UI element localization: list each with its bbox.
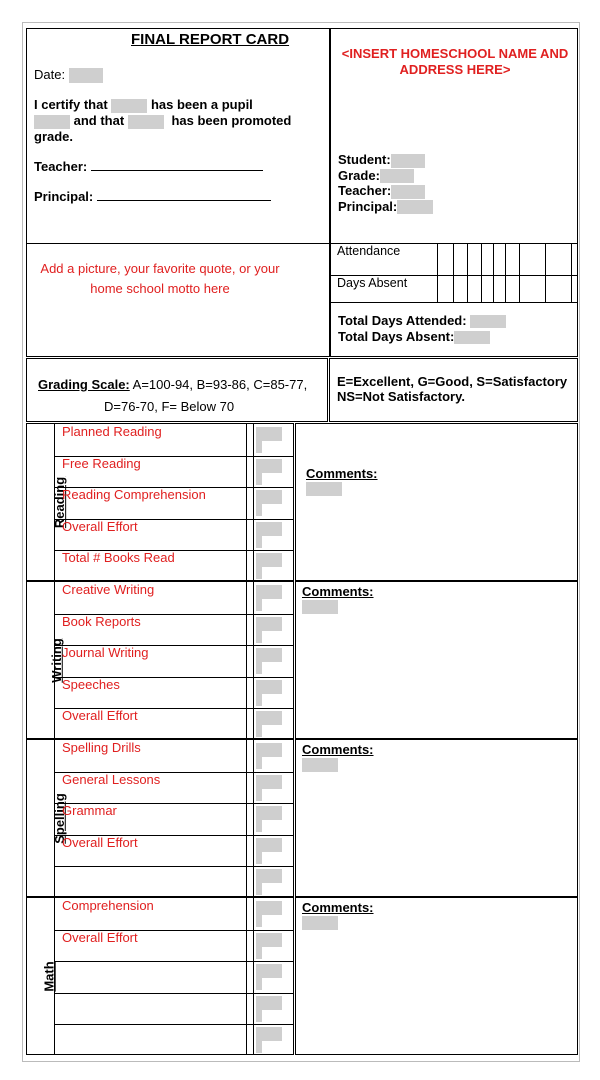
grading-key-line-1: E=Excellent, G=Good, S=Satisfactory: [337, 374, 568, 389]
principal-label: Principal:: [34, 189, 94, 204]
spelling-item: Overall Effort: [62, 835, 138, 850]
grading-key-text: [337, 374, 577, 404]
reading-comments-label: Comments:: [306, 466, 378, 481]
reading-grade-field[interactable]: [256, 427, 282, 441]
total-attended-row: [338, 313, 506, 329]
writing-comments-box[interactable]: [295, 581, 578, 739]
spelling-grade-field-tail: [256, 820, 262, 832]
writing-comments-label: Comments:: [302, 584, 374, 599]
math-grades-box: [26, 897, 294, 1055]
writing-item: Book Reports: [62, 614, 141, 629]
reading-grade-field-tail: [256, 536, 262, 548]
grade-field[interactable]: [380, 169, 414, 183]
principal-signature-line[interactable]: [97, 200, 271, 201]
spelling-subject-label: Spelling: [51, 793, 67, 844]
math-grade-field-tail: [256, 1041, 262, 1053]
math-item: Comprehension: [62, 898, 154, 913]
writing-grade-field[interactable]: [256, 680, 282, 694]
attendance-label: Attendance: [337, 244, 401, 258]
spelling-item: General Lessons: [62, 772, 161, 787]
certify-text-3: and that: [73, 113, 125, 128]
attendance-box: [330, 243, 578, 357]
grading-scale-label: Grading Scale:: [38, 377, 130, 392]
math-grade-field[interactable]: [256, 996, 282, 1010]
reading-grades-box: [26, 423, 294, 581]
reading-item: Total # Books Read: [62, 550, 175, 565]
math-item: Overall Effort: [62, 930, 138, 945]
motto-line-1: Add a picture, your favorite quote, or your: [40, 261, 280, 276]
school-name-placeholder[interactable]: <INSERT HOMESCHOOL NAME AND ADDRESS HERE>: [341, 46, 569, 77]
spelling-grade-field[interactable]: [256, 838, 282, 852]
math-subject-label: Math: [41, 961, 57, 992]
date-field[interactable]: [69, 68, 103, 83]
spelling-grade-field[interactable]: [256, 806, 282, 820]
teacher-label-right: Teacher:: [338, 183, 392, 199]
student-info-list: [338, 152, 433, 214]
spelling-item: Grammar: [62, 803, 117, 818]
math-comments-field[interactable]: [302, 916, 338, 930]
math-comments-label: Comments:: [302, 900, 374, 915]
reading-comments-box[interactable]: [295, 423, 578, 581]
motto-placeholder[interactable]: [33, 259, 287, 299]
writing-item: Speeches: [62, 677, 120, 692]
math-comments-box[interactable]: [295, 897, 578, 1055]
reading-grade-field[interactable]: [256, 522, 282, 536]
student-label: Student:: [338, 152, 391, 167]
writing-grade-field-tail: [256, 662, 262, 674]
certify-text-4: has been promoted: [171, 113, 292, 128]
writing-grade-field-tail: [256, 694, 262, 706]
spelling-grade-field-tail: [256, 789, 262, 801]
grading-key-line-2: NS=Not Satisfactory.: [337, 389, 465, 404]
pupil-name-field-2[interactable]: [128, 115, 164, 129]
total-attended-label: Total Days Attended:: [338, 313, 467, 328]
teacher-label: Teacher:: [34, 159, 88, 174]
certify-text-5: grade.: [34, 129, 74, 144]
writing-item: Journal Writing: [62, 645, 149, 660]
certify-text-1: I certify that: [34, 97, 108, 112]
attendance-totals: [338, 313, 506, 345]
reading-grade-field-tail: [256, 567, 262, 579]
math-grade-field-tail: [256, 915, 262, 927]
reading-item: Overall Effort: [62, 519, 138, 534]
student-row: [338, 152, 433, 168]
grading-scale-box: [26, 358, 328, 422]
motto-line-2: home school motto here: [90, 281, 230, 296]
math-grade-field[interactable]: [256, 901, 282, 915]
date-row: [34, 67, 103, 83]
date-label: Date:: [34, 67, 66, 82]
writing-grade-field-tail: [256, 599, 262, 611]
spelling-comments-box[interactable]: [295, 739, 578, 897]
writing-grade-field-tail: [256, 631, 262, 643]
writing-grades-box: [26, 581, 294, 739]
writing-grade-field[interactable]: [256, 648, 282, 662]
principal-row: [338, 199, 433, 215]
pupil-name-field[interactable]: [111, 99, 147, 113]
reading-item: Reading Comprehension: [62, 487, 206, 502]
reading-item: Planned Reading: [62, 424, 162, 439]
writing-grade-field[interactable]: [256, 585, 282, 599]
total-attended-field[interactable]: [470, 315, 506, 328]
grade-field-1[interactable]: [34, 115, 70, 129]
writing-grade-field[interactable]: [256, 617, 282, 631]
reading-item: Free Reading: [62, 456, 141, 471]
teacher-signature-row: [34, 159, 263, 174]
spelling-comments-label: Comments:: [302, 742, 374, 757]
motto-box: [26, 243, 330, 357]
spelling-grade-field[interactable]: [256, 775, 282, 789]
grading-key-box: [329, 358, 578, 422]
page-title: FINAL REPORT CARD: [131, 31, 290, 48]
math-grade-field-tail: [256, 947, 262, 959]
spelling-grade-field-tail: [256, 852, 262, 864]
certify-statement: [34, 97, 324, 145]
writing-subject-label: Writing: [48, 638, 64, 683]
spelling-item: Spelling Drills: [62, 740, 141, 755]
reading-grade-field-tail: [256, 504, 262, 516]
spelling-grade-field[interactable]: [256, 869, 282, 883]
grade-row: [338, 168, 433, 184]
teacher-signature-line[interactable]: [91, 170, 263, 171]
reading-grade-field[interactable]: [256, 459, 282, 473]
writing-item: Overall Effort: [62, 708, 138, 723]
teacher-row: [338, 183, 433, 199]
reading-grade-field[interactable]: [256, 553, 282, 567]
grading-scale-text: [38, 374, 324, 418]
reading-comments-field[interactable]: [306, 482, 342, 496]
spelling-grade-field-tail: [256, 757, 262, 769]
principal-field[interactable]: [397, 200, 433, 214]
math-grade-field-tail: [256, 1010, 262, 1022]
certify-text-2: has been a pupil: [150, 97, 253, 112]
principal-label-right: Principal:: [338, 198, 398, 214]
total-absent-label: Total Days Absent:: [338, 329, 455, 344]
spelling-grades-box: [26, 739, 294, 897]
certificate-box: [26, 28, 330, 244]
math-grade-field-tail: [256, 978, 262, 990]
student-field[interactable]: [391, 154, 425, 168]
reading-grade-field[interactable]: [256, 490, 282, 504]
writing-item: Creative Writing: [62, 582, 155, 597]
reading-grade-field-tail: [256, 441, 262, 453]
spelling-grade-field[interactable]: [256, 743, 282, 757]
writing-grade-field[interactable]: [256, 711, 282, 725]
grading-scale-line-1: A=100-94, B=93-86, C=85-77,: [132, 377, 308, 392]
math-grade-field[interactable]: [256, 933, 282, 947]
spelling-grade-field-tail: [256, 883, 262, 895]
reading-grade-field-tail: [256, 473, 262, 485]
total-absent-row: [338, 329, 506, 345]
math-grade-field[interactable]: [256, 964, 282, 978]
total-absent-field[interactable]: [454, 331, 490, 344]
school-info-box: [330, 28, 578, 244]
days-absent-label: Days Absent: [337, 276, 408, 290]
math-grade-field[interactable]: [256, 1027, 282, 1041]
grading-scale-line-2: D=76-70, F= Below 70: [104, 399, 235, 414]
spelling-comments-field[interactable]: [302, 758, 338, 772]
writing-grade-field-tail: [256, 725, 262, 737]
grade-label: Grade:: [338, 167, 380, 183]
teacher-field[interactable]: [391, 185, 425, 199]
writing-comments-field[interactable]: [302, 600, 338, 614]
principal-signature-row: [34, 189, 271, 204]
reading-subject-label: Reading: [51, 476, 67, 529]
